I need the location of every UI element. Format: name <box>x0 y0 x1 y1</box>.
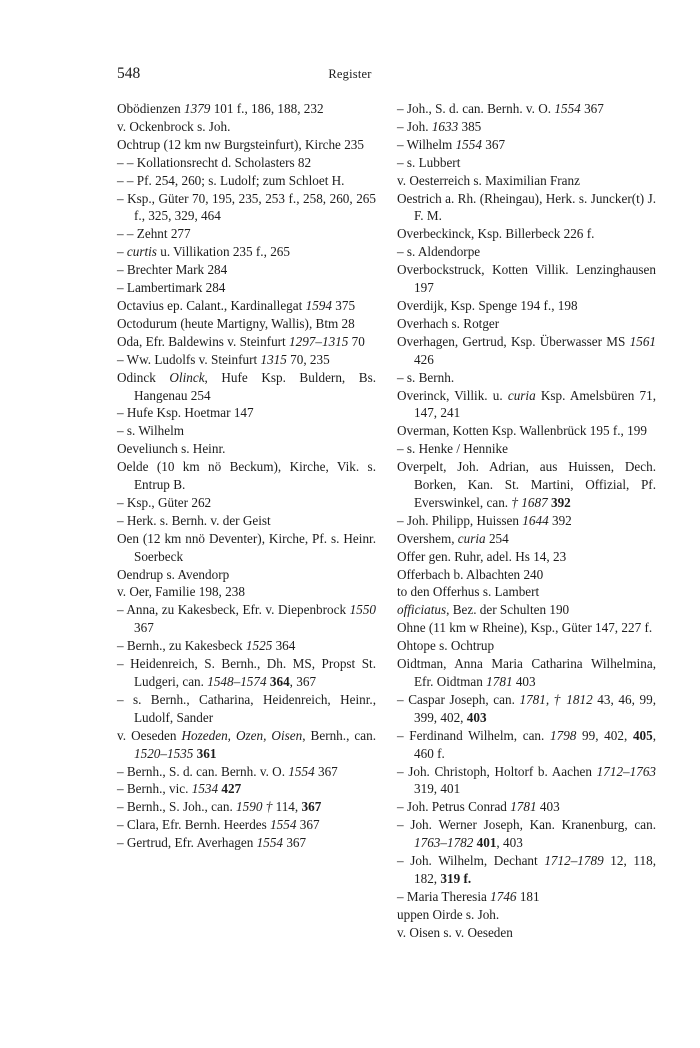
entry-text: Octavius ep. Calant., Kardinallegat <box>117 297 306 313</box>
index-entry <box>117 118 376 136</box>
index-entry <box>397 512 656 530</box>
index-entry <box>117 816 376 834</box>
index-entry <box>397 422 656 440</box>
index-entry <box>117 494 376 512</box>
entry-text: – Ferdinand Wilhelm, can. <box>397 727 550 743</box>
entry-text: 392 <box>548 512 572 528</box>
entry-text: – Joh. Werner Joseph, Kan. Kranenburg, can. <box>397 817 656 833</box>
entry-italic-text: 1644 <box>522 512 549 528</box>
index-entry <box>397 763 656 799</box>
entry-bold-ref: 403 <box>466 709 487 725</box>
index-entry <box>117 583 376 601</box>
entry-italic-text: 1554 <box>288 763 315 779</box>
entry-bold-ref: 367 <box>301 799 322 815</box>
entry-text: Overbockstruck, Kotten Villik. Lenzinghausen 197 <box>397 262 656 296</box>
entry-text: Overdijk, Ksp. Spenge 194 f., 198 <box>397 297 578 313</box>
entry-text: Overbeckinck, Ksp. Billerbeck 226 f. <box>397 226 595 242</box>
entry-bold-ref: 319 f. <box>440 870 472 886</box>
entry-italic-text: 1781, † 1812 <box>519 691 593 707</box>
index-entry <box>117 637 376 655</box>
entry-bold-ref: 427 <box>221 781 242 797</box>
entry-text: Overpelt, Joh. Adrian, aus Huissen, Dech. Borken, Kan. St. Martini, Offizial, Pf. Everswinkel, can. <box>397 459 656 510</box>
entry-italic-text: officiatus <box>397 602 447 618</box>
index-entry <box>117 655 376 691</box>
entry-text: 367 <box>481 136 506 152</box>
entry-text: Octodurum (heute Martigny, Wallis), Btm 28 <box>117 315 355 331</box>
entry-italic-text: 1525 <box>245 638 273 654</box>
index-entry <box>117 530 376 566</box>
entry-text: 319, 401 <box>414 781 461 797</box>
entry-italic-text: 1781 <box>486 674 513 689</box>
entry-italic-text: 1554 <box>270 817 297 833</box>
entry-italic-text: Olinck <box>169 369 205 385</box>
index-entry <box>397 601 656 619</box>
index-entry <box>397 637 656 655</box>
index-entry <box>117 601 376 637</box>
entry-text: – Brechter Mark 284 <box>117 262 228 278</box>
entry-italic-text: 1561 <box>629 333 656 349</box>
entry-text: 367 <box>580 101 604 116</box>
index-entry <box>397 798 656 816</box>
entry-italic-text: 1315 <box>260 351 287 367</box>
entry-italic-text: 1534 <box>191 781 219 797</box>
index-entry <box>397 225 656 243</box>
index-entry <box>117 404 376 422</box>
index-entry <box>397 727 656 763</box>
register-column-right <box>397 100 656 942</box>
index-entry <box>397 387 656 423</box>
entry-text: – Joh. Petrus Conrad <box>397 799 511 815</box>
entry-text: Oelde (10 km nö Beckum), Kirche, Vik. s. Entrup B. <box>117 459 376 493</box>
index-entry <box>117 780 376 798</box>
index-entry <box>117 279 376 297</box>
entry-text: Ksp. Amelsbüren 71, 147, 241 <box>414 387 656 421</box>
entry-text: – Joh., S. d. can. Bernh. v. O. <box>397 101 555 116</box>
entry-text: 70, 235 <box>286 351 330 367</box>
entry-text: 367 <box>134 620 154 636</box>
entry-text: – Maria Theresia <box>397 888 491 904</box>
entry-text: 367 <box>314 763 338 779</box>
index-entry <box>117 297 376 315</box>
index-entry <box>397 154 656 172</box>
index-entry <box>397 566 656 584</box>
index-entry <box>117 172 376 190</box>
index-entry <box>117 333 376 351</box>
entry-bold-ref: 361 <box>196 745 217 761</box>
entry-text: Offerbach b. Albachten 240 <box>397 566 544 582</box>
entry-italic-text: 1554 <box>256 835 284 851</box>
entry-text: – Ksp., Güter 70, 195, 235, 253 f., 258, 260, 265 f., 325, 329, 464 <box>117 190 376 224</box>
entry-italic-text: 1781 <box>510 799 537 815</box>
entry-text: 43, 46, 99, 399, 402, <box>414 691 656 725</box>
index-entry <box>117 834 376 852</box>
entry-text: uppen Oirde s. Joh. <box>397 906 500 922</box>
index-entry <box>117 369 376 405</box>
entry-text: Overhagen, Gertrud, Ksp. Überwasser MS <box>397 333 630 349</box>
entry-text: – Gertrud, Efr. Averhagen <box>117 835 257 851</box>
entry-text: , 367 <box>289 674 317 689</box>
index-entry <box>397 924 656 942</box>
entry-text: – Bernh., zu Kakesbeck <box>117 638 246 654</box>
entry-italic-text: 1590 † <box>236 799 273 815</box>
entry-text: – Joh. Wilhelm, Dechant <box>397 853 545 869</box>
entry-text: 375 <box>331 297 356 313</box>
entry-text: 403 <box>512 674 536 689</box>
index-entry <box>117 440 376 458</box>
index-entry <box>397 136 656 154</box>
entry-text: – Bernh., S. Joh., can. <box>117 799 237 815</box>
entry-italic-text: curtis <box>126 244 157 260</box>
entry-text: – s. Wilhelm <box>117 423 184 439</box>
entry-text: – Bernh., vic. <box>117 781 192 797</box>
running-head: Register <box>328 67 372 81</box>
entry-text: 364 <box>272 638 296 654</box>
entry-text: v. Oisen s. v. Oeseden <box>397 924 513 940</box>
entry-italic-text: 1712–1763 <box>596 763 656 779</box>
entry-text: , 403 <box>496 835 523 851</box>
entry-text: v. Oer, Familie 198, 238 <box>117 584 245 600</box>
entry-bold-ref: 401 <box>476 835 497 851</box>
entry-text: – Ksp., Güter 262 <box>117 494 212 510</box>
index-entry <box>397 369 656 387</box>
index-entry <box>397 315 656 333</box>
entry-text: – Joh. <box>397 118 432 134</box>
entry-text: Oendrup s. Avendorp <box>117 566 230 582</box>
entry-italic-text: 1548–1574 <box>207 674 267 689</box>
entry-italic-text: Hozeden, Ozen, Oisen <box>181 727 303 743</box>
entry-text: Oeveliunch s. Heinr. <box>117 441 226 457</box>
index-entry <box>397 852 656 888</box>
index-entry <box>397 530 656 548</box>
entry-text: – Joh. Christoph, Holtorf b. Aachen <box>397 763 597 779</box>
index-entry <box>117 691 376 727</box>
index-entry <box>397 100 656 118</box>
index-entry <box>397 440 656 458</box>
entry-italic-text: 1297–1315 <box>289 333 349 349</box>
entry-text: – Ww. Ludolfs v. Steinfurt <box>117 351 261 367</box>
index-entry <box>397 583 656 601</box>
entry-text: 181 <box>516 888 540 904</box>
entry-italic-text: 1746 <box>490 888 517 904</box>
entry-text: , Bez. der Schulten 190 <box>446 602 570 618</box>
entry-italic-text: 1554 <box>455 136 482 152</box>
entry-bold-ref: 364 <box>269 674 290 689</box>
entry-italic-text: 1554 <box>554 101 581 116</box>
index-entry <box>397 172 656 190</box>
entry-italic-text: 1712–1789 <box>544 853 604 869</box>
index-entry <box>397 243 656 261</box>
index-entry <box>397 261 656 297</box>
index-entry <box>117 798 376 816</box>
index-entry <box>117 727 376 763</box>
entry-italic-text: 1798 <box>550 727 577 743</box>
entry-text: Overman, Kotten Ksp. Wallenbrück 195 f., 199 <box>397 423 647 439</box>
entry-text: Ohne (11 km w Rheine), Ksp., Güter 147, 227 f. <box>397 620 653 636</box>
entry-text: – – Pf. 254, 260; s. Ludolf; zum Schloet H. <box>117 172 345 188</box>
entry-text: Overhach s. Rotger <box>397 315 500 331</box>
entry-text: 385 <box>458 118 482 134</box>
register-column-left <box>117 100 376 852</box>
entry-italic-text: 1633 <box>431 118 459 134</box>
entry-text: Oen (12 km nnö Deventer), Kirche, Pf. s. Heinr. Soerbeck <box>117 530 376 564</box>
index-entry <box>397 118 656 136</box>
entry-text: – Hufe Ksp. Hoetmar 147 <box>117 405 254 421</box>
index-entry <box>397 691 656 727</box>
entry-text: v. Oeseden <box>117 727 182 743</box>
entry-text: Oda, Efr. Baldewins v. Steinfurt <box>117 333 290 349</box>
entry-text: 12, 118, 182, <box>414 853 656 886</box>
index-entry <box>397 888 656 906</box>
entry-text: 114, <box>272 799 302 815</box>
index-entry <box>397 333 656 369</box>
index-entry <box>117 763 376 781</box>
entry-italic-text: † 1687 <box>511 494 548 510</box>
entry-text: Overinck, Villik. u. <box>397 387 508 403</box>
entry-italic-text: curia <box>507 387 536 403</box>
entry-text: – Bernh., S. d. can. Bernh. v. O. <box>117 763 289 779</box>
index-entry <box>397 619 656 637</box>
index-entry <box>117 566 376 584</box>
index-entry <box>117 512 376 530</box>
entry-text: – Lambertimark 284 <box>117 280 226 296</box>
entry-text: 99, 402, <box>576 727 633 743</box>
entry-text: u. Villikation 235 f., 265 <box>156 244 290 260</box>
index-entry <box>397 906 656 924</box>
index-entry <box>117 136 376 154</box>
entry-text: – – Zehnt 277 <box>117 226 191 242</box>
page-number: 548 <box>117 65 141 82</box>
entry-text: v. Oesterreich s. Maximilian Franz <box>397 172 580 188</box>
index-entry <box>397 816 656 852</box>
entry-text: – Herk. s. Bernh. v. der Geist <box>117 512 271 528</box>
entry-text: Ochtrup (12 km nw Burgsteinfurt), Kirche 235 <box>117 136 364 152</box>
entry-text: – Wilhelm <box>397 136 456 152</box>
entry-text: 101 f., 186, 188, 232 <box>210 101 324 116</box>
index-entry <box>397 655 656 691</box>
entry-text: Overshem, <box>397 530 458 546</box>
entry-text: – s. Henke / Hennike <box>397 441 508 457</box>
entry-bold-ref: 392 <box>550 494 571 510</box>
index-entry <box>117 315 376 333</box>
entry-text: , Bernh., can. <box>302 727 376 743</box>
index-entry <box>117 243 376 261</box>
entry-text: to den Offerhus s. Lambert <box>397 584 540 600</box>
entry-italic-text: 1520–1535 <box>134 745 194 761</box>
entry-italic-text: 1550 <box>349 602 376 618</box>
index-entry <box>117 225 376 243</box>
entry-italic-text: 1594 <box>305 297 332 313</box>
entry-text: 367 <box>283 835 307 851</box>
entry-text: – <box>117 244 127 260</box>
entry-text: Obödienzen <box>117 101 185 116</box>
entry-text: Offer gen. Ruhr, adel. Hs 14, 23 <box>397 548 567 564</box>
entry-text: – Anna, zu Kakesbeck, Efr. v. Diepenbrock <box>117 602 350 618</box>
entry-text: Odinck <box>117 369 170 385</box>
entry-text: v. Ockenbrock s. Joh. <box>117 118 231 134</box>
entry-text: 70 <box>348 333 365 349</box>
entry-text: 367 <box>296 817 320 833</box>
entry-text: Ohtope s. Ochtrup <box>397 638 495 654</box>
index-entry <box>397 548 656 566</box>
entry-italic-text: 1379 <box>184 101 211 116</box>
index-entry <box>117 261 376 279</box>
index-entry <box>117 458 376 494</box>
entry-text: – s. Lubbert <box>397 154 461 170</box>
index-entry <box>397 297 656 315</box>
entry-italic-text: curia <box>457 530 486 546</box>
entry-text: 254 <box>485 530 509 546</box>
index-entry <box>117 351 376 369</box>
entry-text: – – Kollationsrecht d. Scholasters 82 <box>117 154 312 170</box>
entry-text: – Joh. Philipp, Huissen <box>397 512 523 528</box>
entry-text: – s. Bernh., Catharina, Heidenreich, Heinr., Ludolf, Sander <box>117 691 376 725</box>
index-entry <box>117 100 376 118</box>
index-entry <box>117 154 376 172</box>
entry-text: Oidtman, Anna Maria Catharina Wilhelmina, Efr. Oidtman <box>397 656 656 689</box>
index-entry <box>117 422 376 440</box>
entry-text: – s. Bernh. <box>397 369 455 385</box>
entry-text: – Clara, Efr. Bernh. Heerdes <box>117 817 271 833</box>
entry-text: – Caspar Joseph, can. <box>397 691 520 707</box>
entry-text: Oestrich a. Rh. (Rheingau), Herk. s. Juncker(t) J. F. M. <box>397 190 656 224</box>
entry-text: – Heidenreich, S. Bernh., Dh. MS, Propst St. Ludgeri, can. <box>117 656 376 689</box>
entry-text: – s. Aldendorpe <box>397 244 481 260</box>
entry-italic-text: 1763–1782 <box>414 835 474 851</box>
entry-bold-ref: 405 <box>632 727 653 743</box>
index-entry <box>117 190 376 226</box>
entry-text: , 460 f. <box>414 727 657 761</box>
index-entry <box>397 458 656 512</box>
entry-text: , Hufe Ksp. Buldern, Bs. Hangenau 254 <box>134 369 376 403</box>
entry-text: 426 <box>414 351 434 367</box>
entry-text: 403 <box>536 799 560 815</box>
index-entry <box>397 190 656 226</box>
